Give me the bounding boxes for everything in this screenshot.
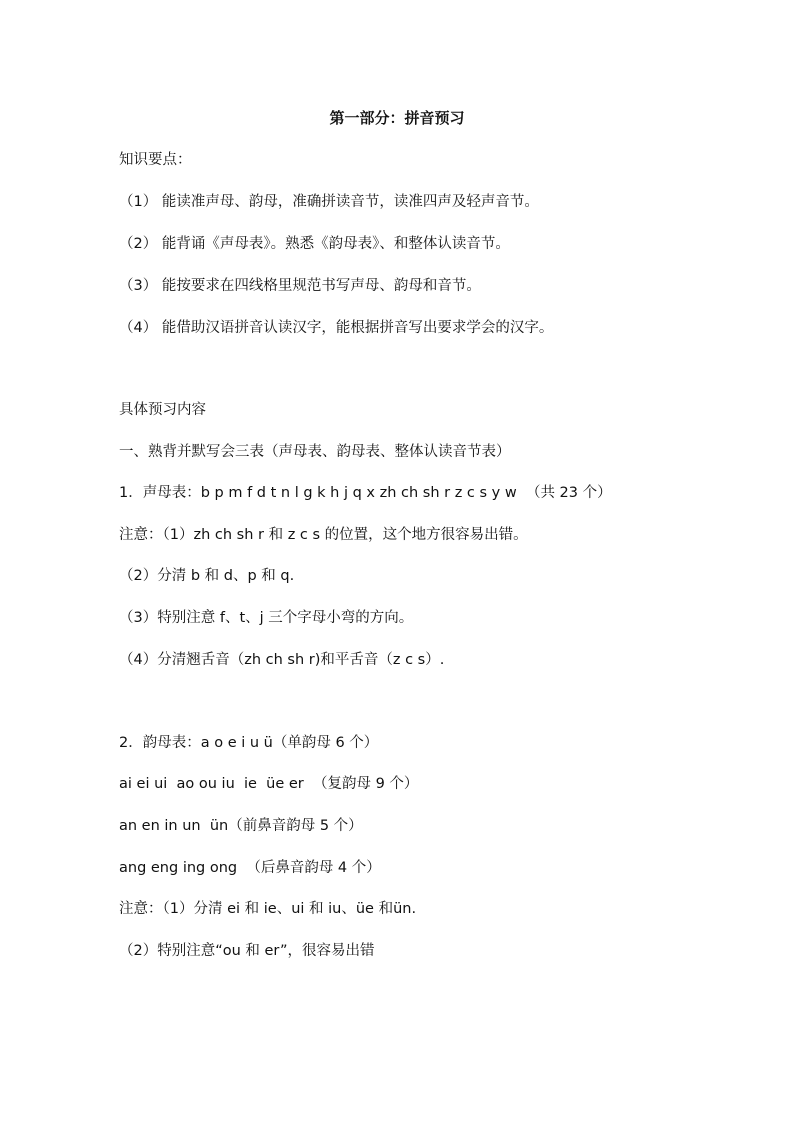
yunmu-table-line: 2．韵母表：a o e i u ü（单韵母 6 个） [119,735,379,751]
yunmu-compound-line: ai ei ui ao ou iu ie üe er （复韵母 9 个） [119,776,419,792]
yunmu-note-1: 注意：（1）分清 ei 和 ie、ui 和 iu、üe 和ün. [119,901,417,917]
yunmu-note-2: （2）特别注意“ou 和 er”，很容易出错 [119,943,375,959]
page-title: 第一部分：拼音预习 [329,109,465,127]
shengmu-note-4: （4）分清翘舌音（zh ch sh r)和平舌音（z c s）. [119,652,445,668]
shengmu-note-3: （3）特别注意 f、t、j 三个字母小弯的方向。 [119,610,414,626]
knowledge-point-3: （3） 能按要求在四线格里规范书写声母、韵母和音节。 [119,278,481,294]
shengmu-note-1: 注意：（1）zh ch sh r 和 z c s 的位置，这个地方很容易出错。 [119,527,528,543]
preview-content-heading: 具体预习内容 [119,402,206,418]
knowledge-point-4: （4） 能借助汉语拼音认读汉字，能根据拼音写出要求学会的汉字。 [119,320,554,336]
knowledge-point-1: （1） 能读准声母、韵母，准确拼读音节，读准四声及轻声音节。 [119,194,539,210]
yunmu-back-nasal-line: ang eng ing ong （后鼻音韵母 4 个） [119,860,381,876]
yunmu-front-nasal-line: an en in un ün（前鼻音韵母 5 个） [119,818,363,834]
three-tables-subheading: 一、熟背并默写会三表（声母表、韵母表、整体认读音节表） [119,444,511,460]
knowledge-point-2: （2） 能背诵《声母表》。熟悉《韵母表》、和整体认读音节。 [119,236,510,252]
knowledge-points-heading: 知识要点： [119,152,192,168]
shengmu-note-2: （2）分清 b 和 d、p 和 q. [119,568,295,584]
shengmu-table-line: 1．声母表：b p m f d t n l g k h j q x zh ch sh r z c s y w （共 23 个） [119,485,612,501]
